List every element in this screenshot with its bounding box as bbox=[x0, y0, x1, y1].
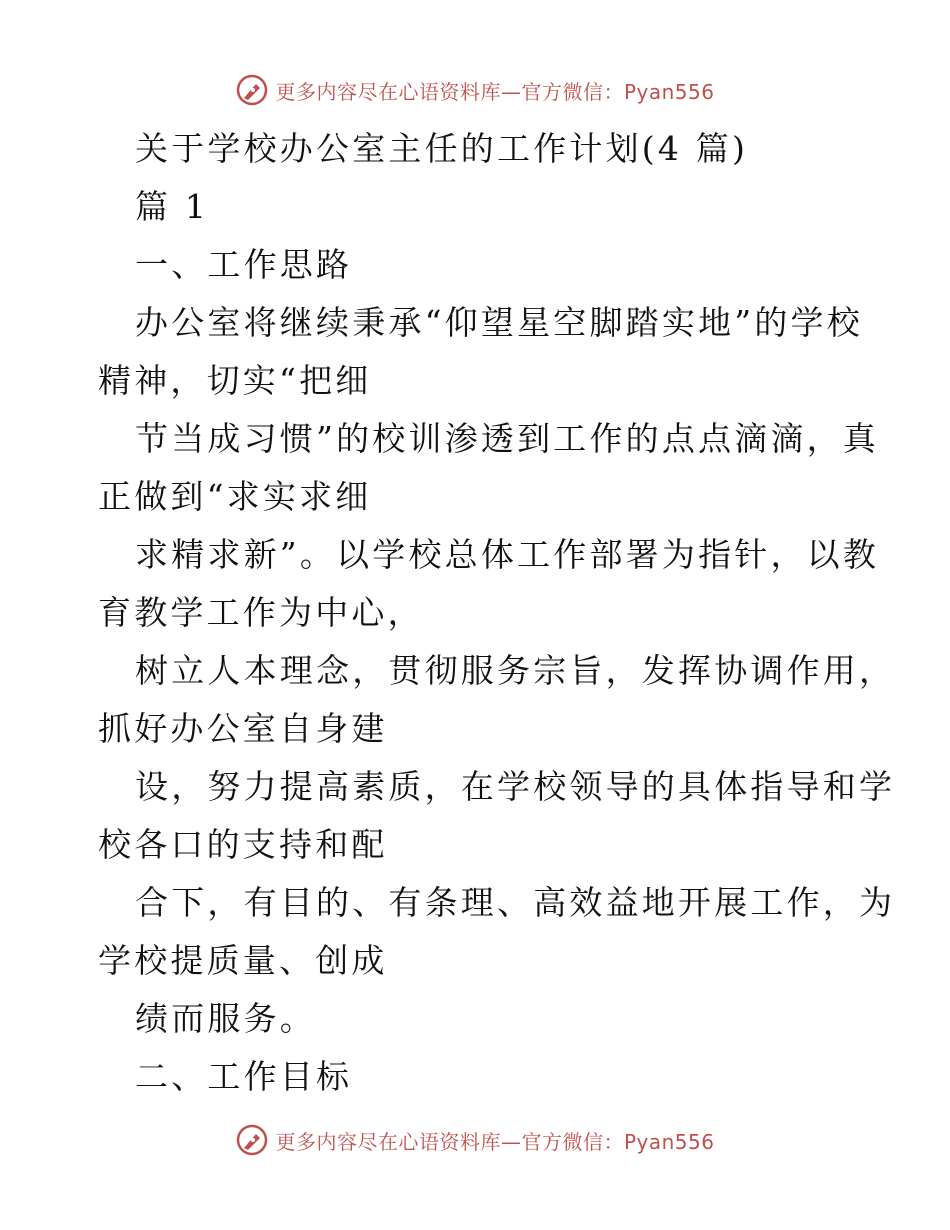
document-line: 校各口的支持和配 bbox=[98, 825, 388, 864]
document-line: 育教学工作为中心， bbox=[98, 593, 424, 632]
document-line: 篇 1 bbox=[135, 187, 210, 226]
document-line: 节当成习惯”的校训渗透到工作的点点滴滴，真 bbox=[135, 419, 880, 458]
document-line: 二、工作目标 bbox=[135, 1057, 353, 1096]
document-line: 设，努力提高素质，在学校领导的具体指导和学 bbox=[135, 767, 896, 806]
document-line: 抓好办公室自身建 bbox=[98, 709, 388, 748]
footer-banner bbox=[0, 1120, 950, 1160]
pen-nib-logo-icon bbox=[235, 1123, 269, 1157]
document-line: 办公室将继续秉承“仰望星空脚踏实地”的学校 bbox=[135, 303, 863, 342]
document-line: 关于学校办公室主任的工作计划(4 篇) bbox=[135, 129, 749, 168]
document-line: 绩而服务。 bbox=[135, 999, 316, 1038]
header-banner bbox=[0, 70, 950, 110]
pen-nib-logo-icon bbox=[235, 73, 269, 107]
document-line: 合下，有目的、有条理、高效益地开展工作，为 bbox=[135, 883, 896, 922]
document-body bbox=[98, 120, 896, 1106]
document-line: 树立人本理念，贯彻服务宗旨，发挥协调作用， bbox=[135, 651, 896, 690]
banner-text: 更多内容尽在心语资料库—官方微信：Pyan556 bbox=[275, 1129, 715, 1154]
document-line: 学校提质量、创成 bbox=[98, 941, 388, 980]
document-line: 一、工作思路 bbox=[135, 245, 353, 284]
document-line: 正做到“求实求细 bbox=[98, 477, 372, 516]
banner-text: 更多内容尽在心语资料库—官方微信：Pyan556 bbox=[275, 79, 715, 104]
document-line: 求精求新”。以学校总体工作部署为指针，以教 bbox=[135, 535, 880, 574]
document-line: 精神，切实“把细 bbox=[98, 361, 372, 400]
